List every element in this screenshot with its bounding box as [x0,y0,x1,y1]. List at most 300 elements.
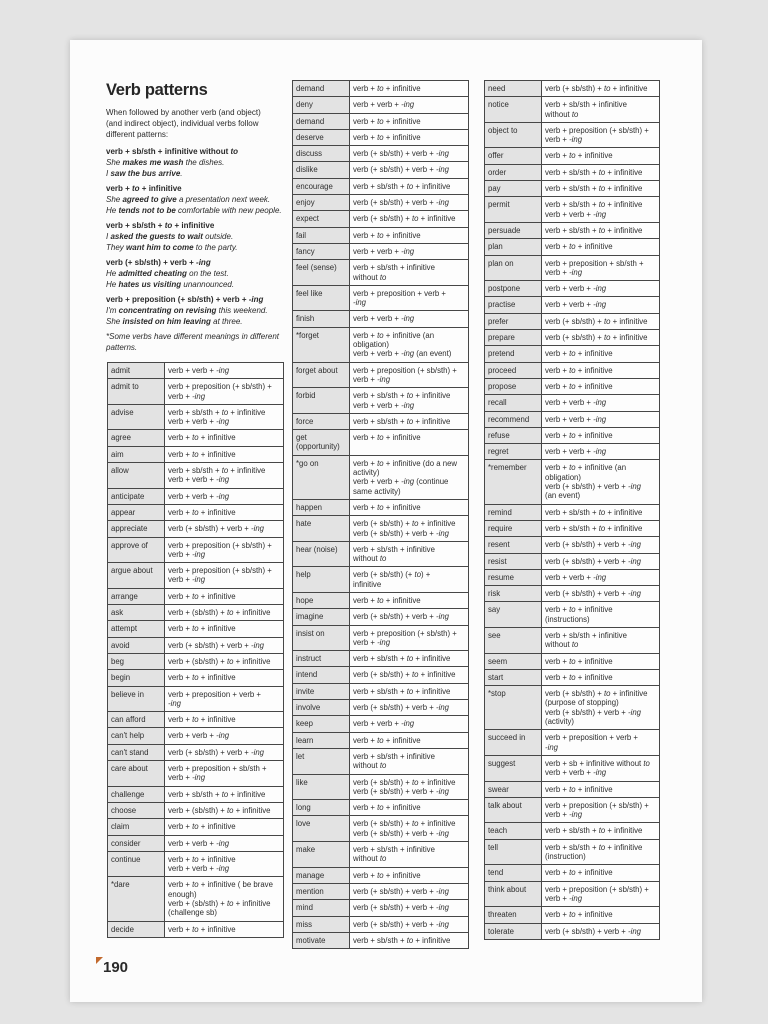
table-row [485,537,660,553]
pattern-cell [350,455,469,499]
table-row [293,774,469,800]
verb-cell: aim [108,446,165,462]
example-text: I [106,169,111,178]
example-sentence [106,242,288,253]
pattern-line: verb + preposition (+ sb/sth) + [353,628,457,638]
pattern-cell [165,686,284,712]
pattern-cell [542,839,660,865]
verb-pattern-table-3 [484,80,660,940]
example-highlight: saw the bus arrive [110,169,181,178]
pattern-line: verb + to + infinitive [353,595,421,605]
pattern-cell [350,842,469,868]
verb-cell: can afford [108,712,165,728]
table-row [485,730,660,756]
verb-cell: remind [485,504,542,520]
verb-cell: encourage [293,178,350,194]
table-row [485,553,660,569]
pattern-heading: verb + preposition (+ sb/sth) + verb + -ing [106,295,264,304]
verb-cell: help [293,567,350,593]
pattern-block [106,220,288,253]
table-row [293,651,469,667]
example-text: She [106,195,123,204]
table-row [293,285,469,311]
pattern-line: verb + verb + -ing (an event) [353,349,452,359]
verb-cell: permit [485,197,542,223]
example-text: . [180,169,183,178]
verb-cell: regret [485,444,542,460]
pattern-line: verb + preposition + verb + [168,689,261,699]
verb-cell: begin [108,670,165,686]
verb-cell: require [485,520,542,536]
example-text: He [106,269,119,278]
verb-cell: forbid [293,388,350,414]
pattern-cell [350,609,469,625]
verb-cell: resist [485,553,542,569]
pattern-line: verb (+ sb/sth) + verb + -ing [545,556,642,566]
pattern-cell [542,553,660,569]
pattern-line: verb + to + infinitive [545,151,613,161]
verb-cell: instruct [293,651,350,667]
example-text: comfortable with new people. [175,206,282,215]
table-row [293,499,469,515]
pattern-block [106,183,288,216]
pattern-line: verb + sb/sth + to + infinitive [353,686,451,696]
verb-cell: postpone [485,281,542,297]
pattern-line: verb + to + infinitive [545,430,613,440]
table-row [293,362,469,388]
example-highlight: tends not to be [118,206,176,215]
pattern-line: verb + -ing [168,575,206,585]
verb-cell: dislike [293,162,350,178]
verb-cell: order [485,164,542,180]
pattern-line: verb + sb/sth + to + infinitive [353,416,451,426]
footnote-text: *Some verbs have different meanings in different patterns. [106,332,279,352]
pattern-cell [542,686,660,730]
pattern-line: verb + to + infinitive [545,868,613,878]
pattern-cell [542,239,660,255]
table-row [108,605,284,621]
pattern-line: verb + to + infinitive [545,910,613,920]
verb-cell: forget about [293,362,350,388]
pattern-line: (instruction) [545,852,586,862]
verb-cell: feel like [293,285,350,311]
pattern-line: verb (+ sb/sth) + verb + -ing [353,198,450,208]
table-row [293,816,469,842]
verb-cell: object to [485,122,542,148]
verb-cell: threaten [485,907,542,923]
pattern-cell [350,567,469,593]
pattern-cell [165,653,284,669]
example-text: on the test. [186,269,229,278]
pattern-line: verb + sb/sth + to + infinitive [168,789,266,799]
pattern-cell [165,605,284,621]
table-row [293,716,469,732]
verb-cell: agree [108,430,165,446]
table-row [108,463,284,489]
pattern-line: verb + sb + infinitive without to [545,758,650,768]
table-row [293,883,469,899]
verb-cell: imagine [293,609,350,625]
pattern-cell [542,602,660,628]
pattern-cell [350,883,469,899]
pattern-line: verb + verb + -ing [545,209,607,219]
pattern-cell [542,148,660,164]
verb-cell: *go on [293,455,350,499]
verb-cell: pay [485,181,542,197]
pattern-line: verb (+ sb/sth) + to + infinitive [353,777,456,787]
pattern-cell [165,921,284,937]
table-row [485,313,660,329]
pattern-line: verb + to + infinitive [353,230,421,240]
pattern-line: verb + sb/sth + to + infinitive [545,167,643,177]
pattern-line: verb + preposition (+ sb/sth) + [545,125,649,135]
pattern-line: verb (+ sb/sth) + verb + -ing [353,886,450,896]
verb-pattern-table-1 [107,362,284,938]
pattern-line: verb + sb/sth + infinitive [353,263,435,273]
pattern-cell [350,774,469,800]
pattern-cell [350,81,469,97]
pattern-line: -ing [545,742,559,752]
verb-cell: *stop [485,686,542,730]
pattern-line: verb + to + infinitive [168,673,236,683]
pattern-cell [542,653,660,669]
pattern-line: verb + sb/sth + to + infinitive [353,181,451,191]
table-row [485,97,660,123]
verb-cell: tend [485,865,542,881]
example-text: outside. [202,232,234,241]
table-row [485,255,660,281]
table-row [485,148,660,164]
verb-cell: invite [293,683,350,699]
pattern-cell [165,363,284,379]
verb-cell: fancy [293,243,350,259]
pattern-line: verb + to + infinitive [545,784,613,794]
table-row [108,835,284,851]
verb-cell: pretend [485,346,542,362]
pattern-cell [350,430,469,456]
table-row [293,916,469,932]
pattern-line: verb + to + infinitive (do a new [353,458,458,468]
table-row [485,222,660,238]
example-sentence [106,268,288,279]
verb-cell: admit [108,363,165,379]
pattern-cell [542,923,660,939]
pattern-cell [542,197,660,223]
verb-cell: choose [108,802,165,818]
pattern-line: verb (+ sb/sth) + to + infinitive [545,689,648,699]
table-row [485,346,660,362]
verb-cell: propose [485,378,542,394]
pattern-line: verb + -ing [168,391,206,401]
pattern-cell [542,395,660,411]
pattern-cell [350,227,469,243]
example-highlight: hates us visiting [118,280,182,289]
example-text: He [106,280,119,289]
example-sentence [106,305,288,316]
table-row [485,197,660,223]
pattern-line: verb (+ sb/sth) + verb + -ing [168,747,265,757]
pattern-cell [350,516,469,542]
table-row [293,625,469,651]
table-row [485,881,660,907]
example-highlight: agreed to give [122,195,177,204]
pattern-line: verb + to + infinitive [168,854,236,864]
pattern-line: verb + sb/sth + infinitive [545,100,627,110]
table-row [293,211,469,227]
pattern-line: verb + sb/sth + to + infinitive [545,826,643,836]
verb-cell: hear (noise) [293,541,350,567]
example-highlight: want him to come [126,243,194,252]
pattern-line: verb + sb/sth + to + infinitive [168,466,266,476]
pattern-line: verb + to + infinitive [168,924,236,934]
pattern-line: activity) [353,468,380,478]
example-text: She [106,317,123,326]
pattern-cell [542,411,660,427]
verb-cell: offer [485,148,542,164]
verb-cell: can't help [108,728,165,744]
pattern-line: verb + to + infinitive [168,449,236,459]
verb-cell: teach [485,823,542,839]
table-row [485,755,660,781]
example-text: They [106,243,127,252]
verb-cell: *dare [108,877,165,921]
verb-cell: resume [485,569,542,585]
pattern-cell [542,520,660,536]
verb-cell: tolerate [485,923,542,939]
table-row [108,430,284,446]
verb-cell: recommend [485,411,542,427]
table-row [485,81,660,97]
table-row [485,362,660,378]
verb-cell: think about [485,881,542,907]
pattern-line: verb + sb/sth + to + infinitive [545,842,643,852]
table-row [485,653,660,669]
table-row [485,865,660,881]
verb-cell: mind [293,900,350,916]
pattern-line: verb + sb/sth + to + infinitive [353,654,451,664]
pattern-cell [350,327,469,362]
pattern-cell [542,362,660,378]
table-row [108,621,284,637]
pattern-cell [542,627,660,653]
pattern-cell [165,504,284,520]
pattern-line: verb (+ sb/sth) + verb + -ing [545,482,642,492]
verb-cell: prefer [485,313,542,329]
pattern-line: obligation) [353,340,389,350]
page-title: Verb patterns [106,81,208,99]
pattern-cell [350,800,469,816]
pattern-line: verb + to + infinitive [545,242,613,252]
pattern-heading: verb + sb/sth + infinitive without to [106,147,239,156]
pattern-line: verb (+ sb/sth) + verb + -ing [353,903,450,913]
verb-cell: talk about [485,797,542,823]
verb-cell: hope [293,592,350,608]
verb-cell: love [293,816,350,842]
pattern-line: obligation) [545,472,581,482]
table-row [108,877,284,921]
pattern-line: verb + to + infinitive [353,132,421,142]
table-row [293,178,469,194]
table-row [293,195,469,211]
pattern-line: verb + sb/sth + to + infinitive [168,407,266,417]
example-text: He [106,206,119,215]
pattern-cell [165,621,284,637]
pattern-cell [165,761,284,787]
table-row [293,430,469,456]
verb-cell: believe in [108,686,165,712]
pattern-cell [542,222,660,238]
table-row [293,113,469,129]
table-row [485,297,660,313]
pattern-cell [542,122,660,148]
pattern-line: verb + to + infinitive [545,656,613,666]
pattern-line: verb + -ing [545,810,583,820]
pattern-line: verb + verb + -ing [545,768,607,778]
page-number: 190 [103,959,129,976]
table-row [293,146,469,162]
table-row [293,227,469,243]
table-row [485,569,660,585]
example-highlight: admitted cheating [118,269,187,278]
pattern-line: -ing [353,298,367,308]
table-row [293,592,469,608]
pattern-cell [165,404,284,430]
pattern-line: verb + preposition + verb + [545,733,638,743]
verb-cell: *remember [485,460,542,504]
verb-cell: appear [108,504,165,520]
pattern-line: verb + verb + -ing [545,398,607,408]
verb-cell: appreciate [108,521,165,537]
pattern-cell [165,712,284,728]
pattern-line: verb + to + infinitive [168,433,236,443]
verb-cell: ask [108,605,165,621]
verb-cell: continue [108,851,165,877]
pattern-cell [165,537,284,563]
verb-cell: keep [293,716,350,732]
example-text: a presentation next week. [176,195,271,204]
pattern-line: verb + to + infinitive [545,349,613,359]
example-highlight: makes me wash [122,158,184,167]
pattern-line: verb + preposition + sb/sth + [168,764,267,774]
table-row [293,129,469,145]
pattern-line: (instructions) [545,614,590,624]
pattern-line: verb + verb + -ing [353,246,415,256]
pattern-cell [350,97,469,113]
table-row [108,653,284,669]
pattern-block [106,257,288,290]
table-row [108,537,284,563]
pattern-line: verb + to + infinitive [353,116,421,126]
table-row [293,900,469,916]
pattern-cell [542,504,660,520]
pattern-cell [542,164,660,180]
example-text: I'm [106,306,119,315]
page-corner-marker-icon [96,957,103,964]
verb-cell: avoid [108,637,165,653]
verb-cell: say [485,602,542,628]
table-row [108,819,284,835]
pattern-cell [350,867,469,883]
example-text: this weekend. [216,306,268,315]
pattern-line: verb + verb + -ing [353,719,415,729]
pattern-line: verb + -ing [545,267,583,277]
pattern-cell [542,755,660,781]
pattern-cell [165,379,284,405]
example-sentence [106,168,288,179]
verb-cell: seem [485,653,542,669]
pattern-line: verb + sb/sth + to + infinitive [545,225,643,235]
table-row [485,281,660,297]
table-row [293,700,469,716]
verb-cell: arrange [108,588,165,604]
table-row [293,455,469,499]
pattern-cell [350,362,469,388]
pattern-line: verb + verb + -ing (continue [353,477,449,487]
verb-cell: miss [293,916,350,932]
table-row [293,748,469,774]
pattern-cell [542,569,660,585]
pattern-line: verb + to + infinitive [545,365,613,375]
pattern-line: verb + preposition (+ sb/sth) + [545,884,649,894]
table-row [293,842,469,868]
pattern-cell [542,797,660,823]
pattern-cell [350,816,469,842]
table-row [108,521,284,537]
pattern-line: verb + to + infinitive [353,803,421,813]
verb-cell: manage [293,867,350,883]
pattern-line: verb + preposition (+ sb/sth) + [168,566,272,576]
pattern-line: verb + to + infinitive ( be brave [168,880,273,890]
verb-cell: decide [108,921,165,937]
verb-cell: proceed [485,362,542,378]
pattern-cell [165,637,284,653]
pattern-line: verb + -ing [545,135,583,145]
pattern-cell [542,460,660,504]
pattern-line: verb + verb + -ing [353,314,415,324]
pattern-line: verb + to + infinitive [545,605,613,615]
verb-cell: admit to [108,379,165,405]
verb-cell: challenge [108,786,165,802]
pattern-line: verb + verb + -ing [545,414,607,424]
verb-cell: resent [485,537,542,553]
pattern-line: verb (+ sb/sth) + to + infinitive [545,333,648,343]
table-row [485,907,660,923]
verb-cell: demand [293,113,350,129]
pattern-cell [165,488,284,504]
verb-cell: plan [485,239,542,255]
verb-cell: learn [293,732,350,748]
pattern-line: verb + verb + -ing [545,447,607,457]
table-row [293,567,469,593]
pattern-line: verb + verb + -ing [353,100,415,110]
pattern-line: verb + to + infinitive [168,507,236,517]
pattern-line: verb (+ sb/sth) + to + infinitive [545,84,648,93]
pattern-line: verb + to + infinitive [353,870,421,880]
pattern-cell [165,563,284,589]
pattern-cell [165,670,284,686]
pattern-cell [542,865,660,881]
pattern-cell [350,900,469,916]
pattern-line: verb + sb/sth + infinitive [353,544,435,554]
pattern-line: verb + (sb/sth) + to + infinitive [168,898,271,908]
pattern-line: verb + preposition + verb + [353,288,446,298]
verb-cell: attempt [108,621,165,637]
table-row [108,744,284,760]
table-row [108,802,284,818]
pattern-line: verb + verb + -ing [168,838,230,848]
table-row [293,260,469,286]
verb-cell: intend [293,667,350,683]
